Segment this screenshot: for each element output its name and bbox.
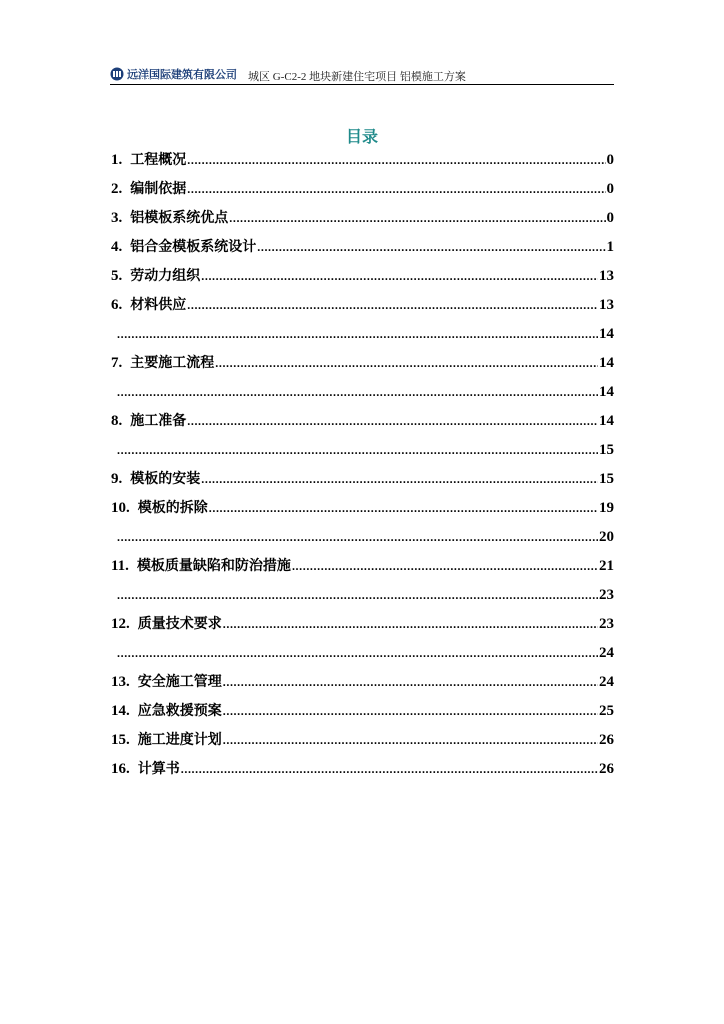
toc-entry-page: 20 [599, 529, 614, 545]
toc-entry-number: 2. [111, 181, 123, 197]
toc-entry-label: 应急救援预案 [137, 703, 222, 719]
toc-entry-number: 15. [111, 732, 130, 748]
toc-entry-number: 1. [111, 152, 123, 168]
page-header [110, 64, 614, 85]
toc-leader-dots [292, 552, 598, 581]
toc-entry-page: 15 [599, 442, 614, 458]
toc-leader-dots [117, 581, 598, 610]
toc-entry-untitled[interactable] [111, 523, 614, 552]
toc-entry-page: 14 [599, 413, 614, 429]
toc-entry-number: 12. [111, 616, 130, 632]
toc-entry[interactable] [111, 697, 614, 726]
toc-entry-label: 编制依据 [130, 181, 187, 197]
toc-entry-page: 23 [599, 616, 614, 632]
toc-leader-dots [229, 204, 605, 233]
toc-entry-number: 13. [111, 674, 130, 690]
toc-leader-dots [117, 436, 598, 465]
toc-entry-label: 材料供应 [130, 297, 187, 313]
toc-entry-label: 劳动力组织 [130, 268, 201, 284]
toc-entry[interactable] [111, 146, 614, 175]
toc-leader-dots [215, 349, 598, 378]
toc-entry-untitled[interactable] [111, 378, 614, 407]
toc-entry-page: 0 [606, 181, 614, 197]
toc-entry-label: 施工准备 [130, 413, 187, 429]
toc-entry[interactable] [111, 726, 614, 755]
toc-entry-page: 19 [599, 500, 614, 516]
toc-entry[interactable] [111, 668, 614, 697]
toc-entry-page: 26 [599, 732, 614, 748]
toc-entry-label: 模板的拆除 [137, 500, 208, 516]
toc-leader-dots [187, 146, 605, 175]
toc-leader-dots [223, 697, 598, 726]
toc-entry-number: 8. [111, 413, 123, 429]
toc-entry-page: 23 [599, 587, 614, 603]
toc-entry-label: 铝合金模板系统设计 [130, 239, 257, 255]
toc-entry-number: 3. [111, 210, 123, 226]
toc-entry[interactable] [111, 291, 614, 320]
toc-entry-label: 工程概况 [130, 152, 187, 168]
toc-entry[interactable] [111, 204, 614, 233]
toc-leader-dots [257, 233, 605, 262]
toc-entry-page: 14 [599, 355, 614, 371]
toc-entry-page: 13 [599, 268, 614, 284]
toc-entry[interactable] [111, 465, 614, 494]
toc-entry-label: 安全施工管理 [137, 674, 222, 690]
toc-entry-page: 0 [606, 152, 614, 168]
toc-entry-page: 14 [599, 326, 614, 342]
toc-entry-page: 24 [599, 674, 614, 690]
toc-entry-untitled[interactable] [111, 639, 614, 668]
toc-entry-number: 4. [111, 239, 123, 255]
toc-entry-label: 主要施工流程 [130, 355, 215, 371]
toc-entry-page: 15 [599, 471, 614, 487]
toc-entry-number: 14. [111, 703, 130, 719]
toc-leader-dots [187, 291, 598, 320]
toc-leader-dots [181, 755, 598, 784]
toc-entry[interactable] [111, 262, 614, 291]
toc-leader-dots [117, 320, 598, 349]
toc-leader-dots [117, 639, 598, 668]
toc-entry-page: 0 [606, 210, 614, 226]
toc-entry-label: 模板的安装 [130, 471, 201, 487]
toc-entry[interactable] [111, 349, 614, 378]
toc-title: 目录 [345, 127, 378, 146]
company-logo-text: 远洋国际建筑有限公司 [127, 68, 237, 81]
toc-entry-number: 9. [111, 471, 123, 487]
toc-leader-dots [223, 610, 598, 639]
toc-entry-number: 10. [111, 500, 130, 516]
toc-entry-number: 6. [111, 297, 123, 313]
toc-leader-dots [201, 465, 598, 494]
toc-entry-untitled[interactable] [111, 581, 614, 610]
toc-entry-number: 7. [111, 355, 123, 371]
toc-leader-dots [223, 668, 598, 697]
toc-leader-dots [209, 494, 598, 523]
toc-entry-label: 施工进度计划 [137, 732, 222, 748]
toc-leader-dots [223, 726, 598, 755]
toc-leader-dots [117, 523, 598, 552]
toc-entry[interactable] [111, 552, 614, 581]
table-of-contents [111, 146, 614, 784]
toc-entry[interactable] [111, 494, 614, 523]
toc-leader-dots [117, 378, 598, 407]
toc-entry-page: 13 [599, 297, 614, 313]
toc-entry-page: 24 [599, 645, 614, 661]
company-logo-icon [110, 67, 124, 81]
toc-entry-page: 21 [599, 558, 614, 574]
toc-entry[interactable] [111, 610, 614, 639]
toc-leader-dots [187, 175, 605, 204]
document-title: 城区 G-C2-2 地块新建住宅项目 铝模施工方案 [248, 71, 466, 83]
toc-entry[interactable] [111, 175, 614, 204]
toc-entry-number: 16. [111, 761, 130, 777]
toc-entry[interactable] [111, 755, 614, 784]
toc-entry[interactable] [111, 407, 614, 436]
logo-underline [127, 78, 235, 80]
toc-entry-page: 26 [599, 761, 614, 777]
toc-entry-untitled[interactable] [111, 320, 614, 349]
toc-leader-dots [201, 262, 598, 291]
toc-entry-label: 模板质量缺陷和防治措施 [136, 558, 291, 574]
toc-leader-dots [187, 407, 598, 436]
toc-entry-page: 25 [599, 703, 614, 719]
toc-entry-number: 5. [111, 268, 123, 284]
toc-entry-label: 铝模板系统优点 [130, 210, 229, 226]
toc-entry[interactable] [111, 233, 614, 262]
toc-entry-untitled[interactable] [111, 436, 614, 465]
toc-entry-page: 1 [606, 239, 614, 255]
toc-entry-number: 11. [111, 558, 129, 574]
toc-entry-label: 质量技术要求 [137, 616, 222, 632]
toc-entry-page: 14 [599, 384, 614, 400]
toc-entry-label: 计算书 [137, 761, 180, 777]
